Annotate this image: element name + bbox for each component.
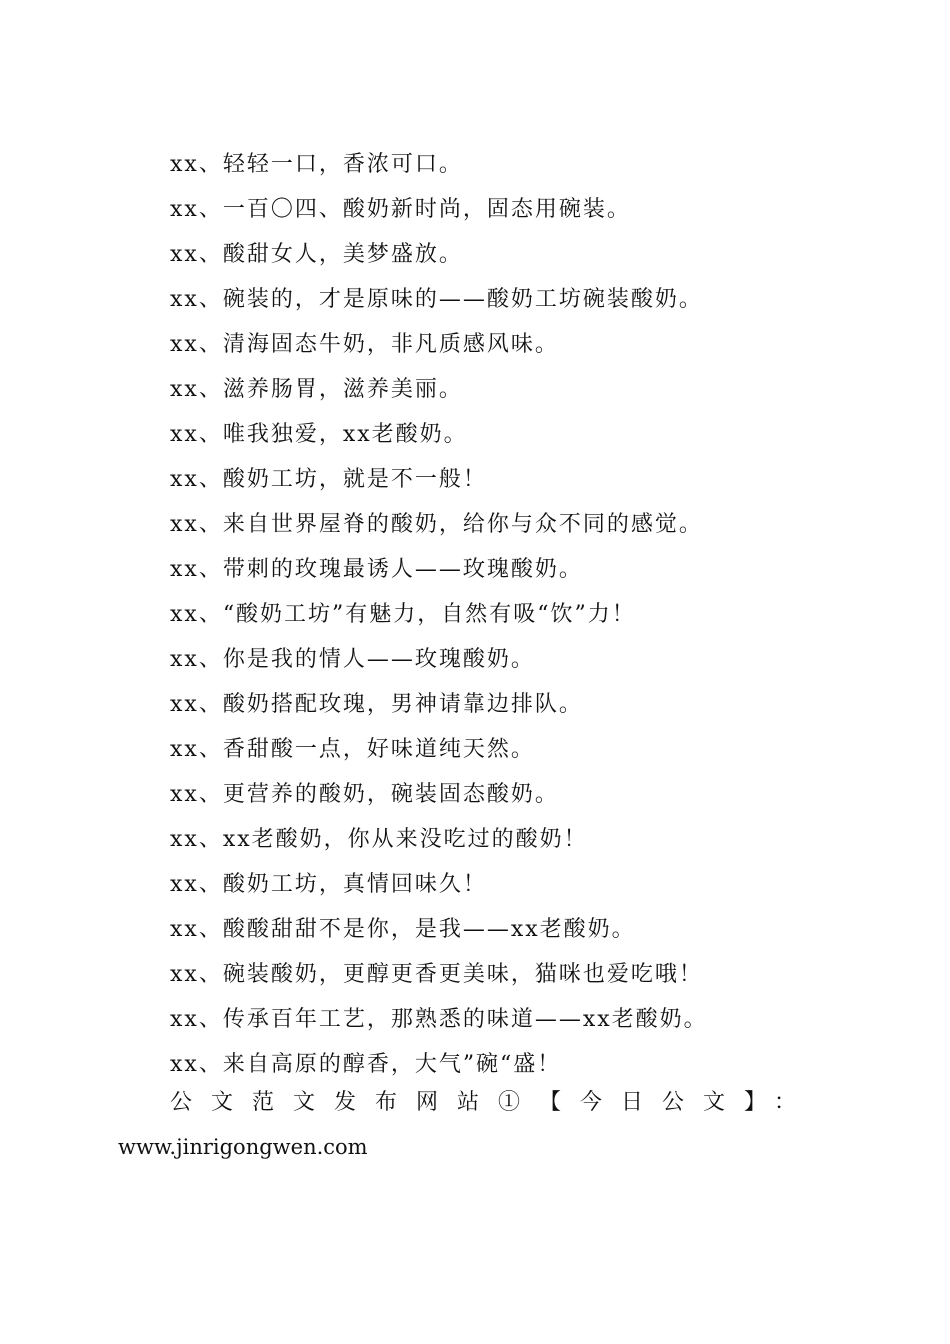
- slogan-line: xx、来自世界屋脊的酸奶，给你与众不同的感觉。: [170, 512, 703, 537]
- slogan-line: xx、清海固态牛奶，非凡质感风味。: [170, 332, 559, 357]
- slogan-line: xx、碗装的，才是原味的——酸奶工坊碗装酸奶。: [170, 287, 703, 312]
- slogan-line: xx、更营养的酸奶，碗装固态酸奶。: [170, 782, 559, 807]
- slogan-line: xx、xx老酸奶，你从来没吃过的酸奶！: [170, 827, 588, 852]
- slogan-line: xx、酸奶搭配玫瑰，男神请靠边排队。: [170, 692, 583, 717]
- slogan-line: xx、香甜酸一点，好味道纯天然。: [170, 737, 535, 762]
- slogan-line: xx、轻轻一口，香浓可口。: [170, 152, 463, 177]
- slogan-line: xx、你是我的情人——玫瑰酸奶。: [170, 647, 535, 672]
- slogan-line: xx、酸酸甜甜不是你，是我——xx老酸奶。: [170, 917, 636, 942]
- slogan-line: xx、来自高原的醇香，大气”碗“盛！: [170, 1052, 562, 1077]
- slogan-line: xx、带刺的玫瑰最诱人——玫瑰酸奶。: [170, 557, 583, 582]
- footer-url[interactable]: www.jinrigongwen.com: [118, 1135, 368, 1159]
- slogan-line: xx、传承百年工艺，那熟悉的味道——xx老酸奶。: [170, 1007, 708, 1032]
- slogan-line: xx、“酸奶工坊”有魅力，自然有吸“饮”力！: [170, 602, 636, 627]
- slogan-line: xx、酸甜女人，美梦盛放。: [170, 242, 463, 267]
- slogan-line: xx、滋养肠胃，滋养美丽。: [170, 377, 463, 402]
- slogan-list: [170, 142, 830, 1087]
- slogan-line: xx、一百〇四、酸奶新时尚，固态用碗装。: [170, 197, 631, 222]
- footer-site-label: 公文范文发布网站①【今日公文】：: [170, 1090, 816, 1115]
- slogan-line: xx、酸奶工坊，就是不一般！: [170, 467, 487, 492]
- slogan-line: xx、唯我独爱，xx老酸奶。: [170, 422, 468, 447]
- slogan-line: xx、酸奶工坊，真情回味久！: [170, 872, 487, 897]
- slogan-line: xx、碗装酸奶，更醇更香更美味，猫咪也爱吃哦！: [170, 962, 703, 987]
